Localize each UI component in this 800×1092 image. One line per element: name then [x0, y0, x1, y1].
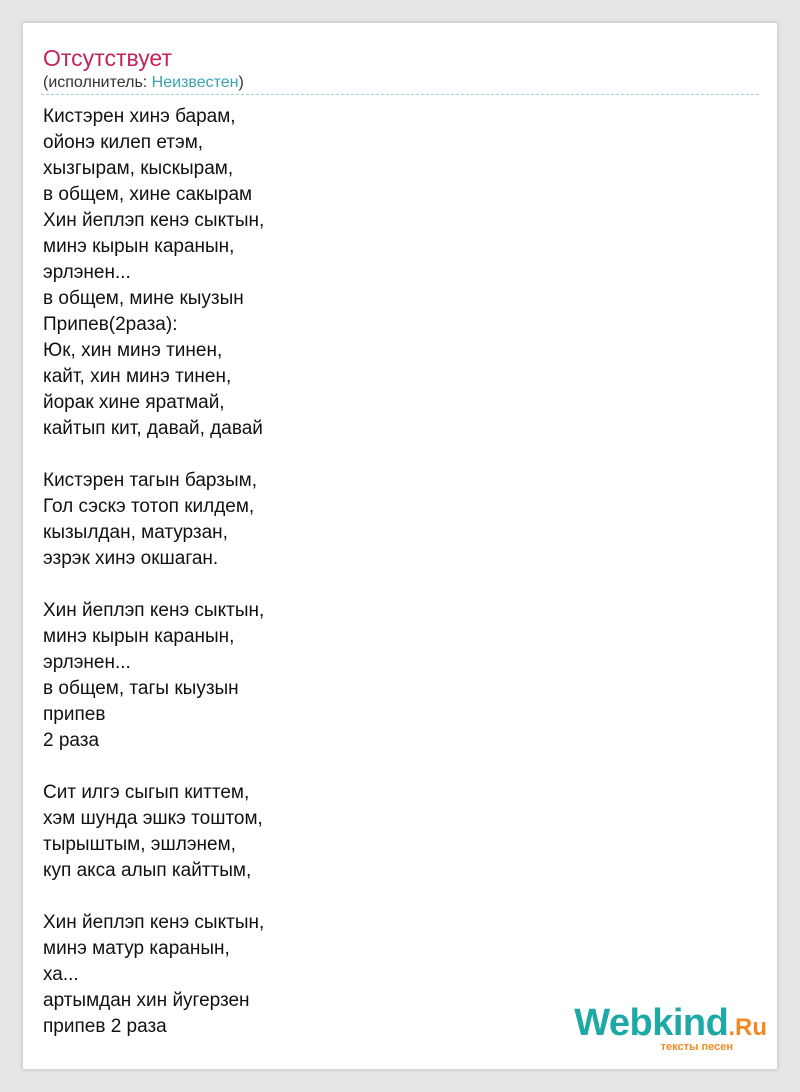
artist-link[interactable]: Неизвестен: [151, 74, 239, 91]
lyric-line: припев: [43, 704, 106, 725]
stanza-break: [43, 754, 264, 780]
lyric-line: Кистэрен тагын барзым,: [43, 470, 257, 491]
artist-prefix: (исполнитель:: [43, 74, 152, 91]
lyric-line: куп акса алып кайттым,: [43, 860, 252, 881]
title-divider: [41, 94, 759, 95]
stanza-break: [43, 442, 264, 468]
lyric-line: в общем, хине сакырам: [43, 184, 253, 205]
stanza-break: [43, 884, 264, 910]
lyric-line: эзрэк хинэ окшаган.: [43, 548, 219, 569]
lyric-line: Кистэрен хинэ барам,: [43, 106, 236, 127]
artist-line: [43, 73, 244, 93]
lyric-line: минэ матур каранын,: [43, 938, 230, 959]
lyric-line: эрлэнен...: [43, 262, 131, 283]
lyric-line: кайтып кит, давай, давай: [43, 418, 263, 439]
lyrics-sheet: [22, 22, 778, 1070]
lyric-line: в общем, тагы кыузын: [43, 678, 239, 699]
artist-suffix: ): [238, 74, 244, 91]
lyric-line: Хин йеплэп кенэ сыктын,: [43, 912, 265, 933]
lyric-line: Юк, хин минэ тинен,: [43, 340, 223, 361]
lyric-line: припев 2 раза: [43, 1016, 167, 1037]
lyric-line: кайт, хин минэ тинен,: [43, 366, 232, 387]
lyric-line: тырыштым, эшлэнем,: [43, 834, 236, 855]
lyrics-text: [43, 104, 264, 1040]
lyric-line: артымдан хин йугерзен: [43, 990, 250, 1011]
lyric-line: Припев(2раза):: [43, 314, 178, 335]
logo-tld: .Ru: [728, 1014, 767, 1041]
lyric-line: Сит илгэ сыгып киттем,: [43, 782, 250, 803]
lyric-line: эрлэнен...: [43, 652, 131, 673]
logo-tagline: тексты песен: [660, 1041, 733, 1053]
lyric-line: хызгырам, кыскырам,: [43, 158, 234, 179]
stanza-break: [43, 572, 264, 598]
lyric-line: Гол сэскэ тотоп килдем,: [43, 496, 255, 517]
lyric-line: в общем, мине кыузын: [43, 288, 244, 309]
lyric-line: минэ кырын каранын,: [43, 626, 235, 647]
lyric-line: хэм шунда эшкэ тоштом,: [43, 808, 263, 829]
lyric-line: 2 раза: [43, 730, 100, 751]
song-title: Отсутствует: [43, 45, 172, 71]
lyric-line: ойонэ килеп етэм,: [43, 132, 204, 153]
lyric-line: Хин йеплэп кенэ сыктын,: [43, 210, 265, 231]
lyric-line: кызылдан, матурзан,: [43, 522, 228, 543]
logo-name: Webkind: [574, 1002, 729, 1044]
site-logo[interactable]: [567, 1001, 767, 1057]
lyric-line: ха...: [43, 964, 79, 985]
lyric-line: минэ кырын каранын,: [43, 236, 235, 257]
lyric-line: йорак хине яратмай,: [43, 392, 225, 413]
lyric-line: Хин йеплэп кенэ сыктын,: [43, 600, 265, 621]
